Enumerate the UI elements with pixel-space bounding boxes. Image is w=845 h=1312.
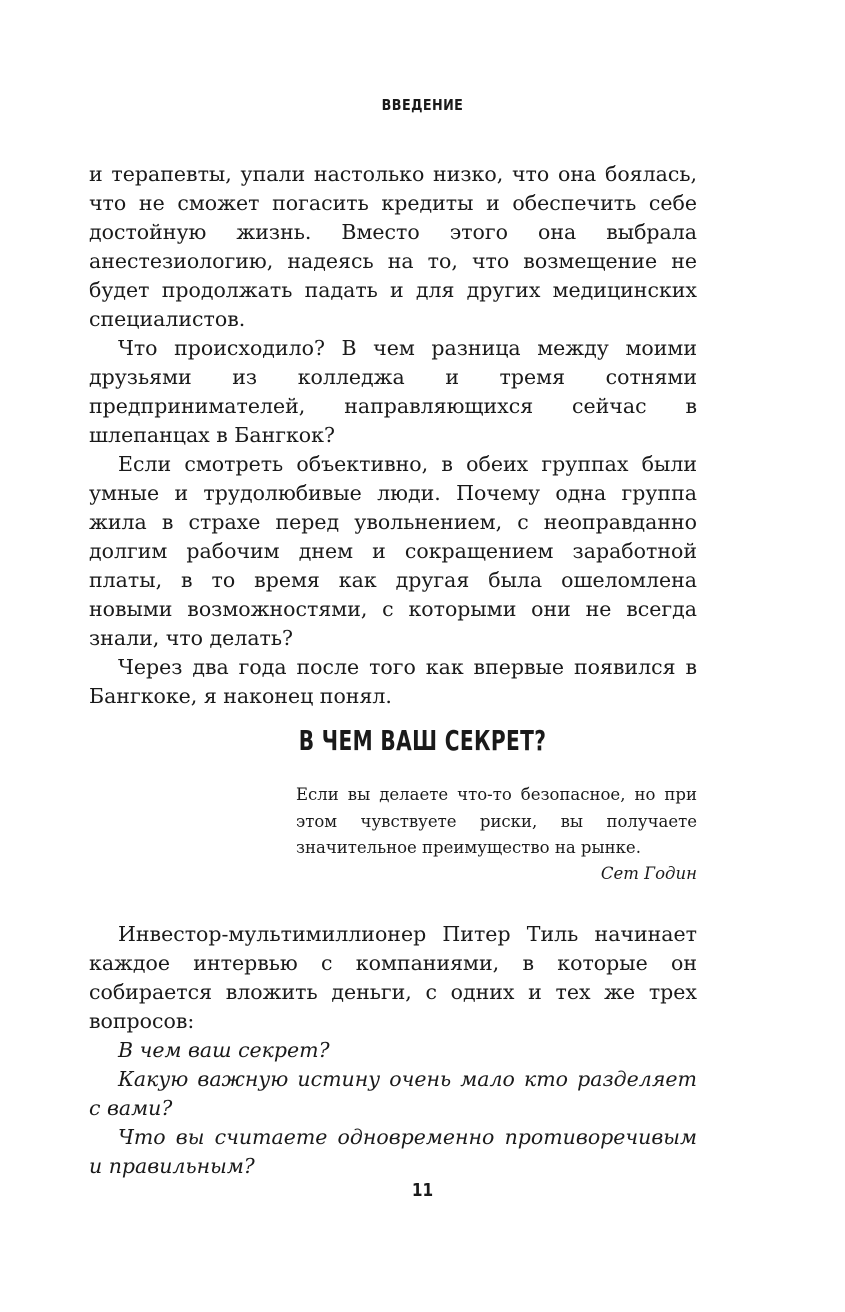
epigraph-author: Сет Годин (600, 864, 697, 883)
question: Что вы считаете одновременно противоречивым и правильным? (89, 1125, 697, 1178)
paragraph: Что происходило? В чем разница между моими друзьями из колледжа и тремя сотнями предпринимателей, направляющихся сейчас в шлепанцах в Бангкок? (89, 336, 697, 447)
epigraph-quote: Если вы делаете что-то безопасное, но при этом чувствуете риски, вы получаете значительное преимущество на рынке. (296, 785, 697, 857)
running-head: ВВЕДЕНИЕ (381, 96, 464, 114)
section-heading: В ЧЕМ ВАШ СЕКРЕТ? (298, 724, 547, 757)
paragraph: Через два года после того как впервые появился в Бангкоке, я наконец понял. (89, 655, 697, 708)
paragraph-continued: и терапевты, упали настолько низко, что она боялась, что не сможет погасить кредиты и обеспечить себе достойную жизнь. Вместо этого она выбрала анестезиологию, надеясь на то, что возмещение не будет продолжать падать и для других медицинских специалистов. (89, 162, 697, 331)
question: В чем ваш секрет? (118, 1038, 330, 1062)
paragraph: Инвестор-мультимиллионер Питер Тиль начинает каждое интервью с компаниями, в которые он собирается вложить деньги, с одних и тех же трех вопросов: (89, 922, 697, 1033)
top-text-block (89, 160, 697, 711)
bottom-text-block (89, 920, 697, 1181)
question: Какую важную истину очень мало кто разделяет с вами? (89, 1067, 697, 1120)
page-number: 11 (411, 1180, 434, 1201)
paragraph: Если смотреть объективно, в обеих группах были умные и трудолюбивые люди. Почему одна группа жила в страхе перед увольнением, с неоправданно долгим рабочим днем и сокращением заработной платы, в то время как другая была ошеломлена новыми возможностями, с которыми они не всегда знали, что делать? (89, 452, 697, 650)
